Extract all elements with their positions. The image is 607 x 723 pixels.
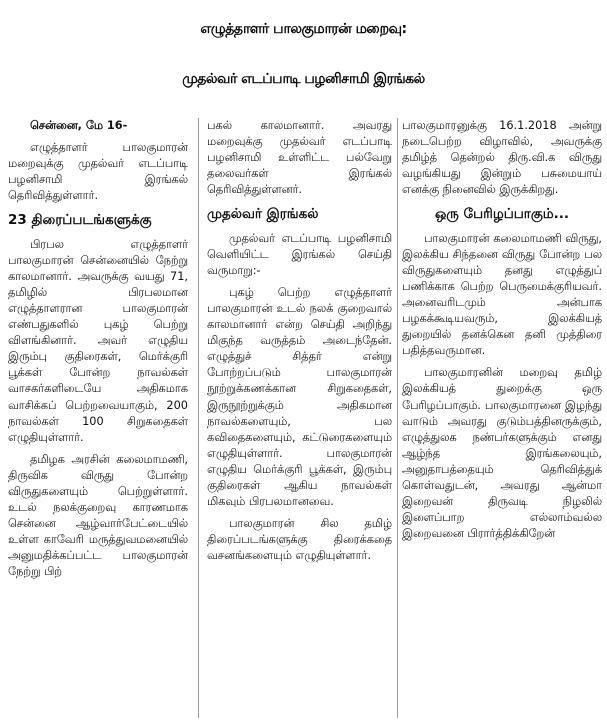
subheading: முதல்வர் இரங்கல் — [207, 206, 319, 223]
article-column-1 — [8, 118, 188, 718]
article-column-2 — [207, 118, 392, 718]
column-divider — [198, 118, 199, 718]
headline-line-1: எழுத்தாளர் பாலகுமாரன் மறைவு: — [200, 21, 407, 37]
paragraph: பாலகுமாரன் சில தமிழ் திரைப்படங்களுக்கு திரைக்கதை வசனங்களையும் எழுதியுள்ளார். — [207, 517, 392, 563]
paragraph: பாலகுமாரனுக்கு 16.1.2018 அன்று நடைபெற்ற விழாவில், அவருக்கு தமிழ்த் தென்றல் திரு.வி.க விருது வழங்கியது இன்றும் பசுமையாய் எனக்கு நினைவில் இருக்கிறது. — [402, 119, 602, 197]
paragraph: புகழ் பெற்ற எழுத்தாளர் பாலகுமாரன் உடல் நலக் குறைவால் காலமானார் என்ற செய்தி அறிந்து மிகுந்த வருத்தம் அடைந்தேன். எழுத்துச் சித்தர் என்று போற்றப்படும் பாலகுமாரன் நூற்றுக்கணக்கான சிறுகதைகள், இருநூற்றுக்கும் அதிகமான நாவல்களையும், பல கவிதைகளையும், கட்டுரைகளையும் எழுதியுள்ளார். பாலகுமாரன் எழுதிய மெர்க்குரி பூக்கள், இரும்பு குதிரைகள் ஆகிய நாவல்கள் மிகவும் பிரபலமானவை. — [207, 285, 392, 509]
headline — [0, 0, 607, 110]
article-column-3 — [402, 118, 602, 718]
subheading: ஒரு பேரிழப்பாகும்... — [434, 206, 570, 223]
paragraph: தமிழக அரசின் கலைமாமணி, திருவிக விருது போன்ற விருதுகளையும் பெற்றுள்ளார். உடல் நலக்குறைவு காரணமாக சென்னை ஆழ்வார்பேட்டையில் உள்ள காவேரி மருத்துவமனையில் அனுமதிக்கப்பட்ட பாலகுமாரன் நேற்று பிற் — [8, 452, 188, 579]
headline-line-2: முதல்வர் எடப்பாடி பழனிசாமி இரங்கல் — [182, 71, 425, 87]
dateline: சென்னை, மே 16- — [30, 119, 128, 132]
subheading: 23 திரைப்படங்களுக்கு — [8, 212, 152, 229]
paragraph: பாலகுமாரனின் மறைவு தமிழ் இலக்கியத் துறைக்கு ஒரு பேரிழப்பாகும். பாலகுமாரனை இழந்து வாடும் அவரது குடும்பத்தினருக்கும், எழுத்துலக நண்பர்களுக்கும் எனது ஆழ்ந்த இரங்கலையும், அனுதாபத்தையும் தெரிவித்துக் கொள்வதுடன், அவரது ஆன்மா இறைவன் திருவடி நிழலில் இளைப்பாற எல்லாம்வல்ல இறைவனை பிரார்த்திக்கிறேன் — [402, 366, 602, 541]
paragraph: பிரபல எழுத்தாளர் பாலகுமாரன் சென்னையில் நேற்று காலமானார். அவருக்கு வயது 71, தமிழில் பிரபலமான எழுத்தாளரான பாலகுமாரன் எண்பதுகளில் புகழ் பெற்று விளங்கினார். அவர் எழுதிய இரும்பு குதிரைகள், மெர்க்குரி பூக்கள் போன்ற நாவல்கள் வாசகர்களிடையே அதிகமாக வாசிக்கப் பெற்றவையாகும், 200 நாவல்கள் 100 சிறுகதைகள் எழுதியுள்ளார். — [8, 237, 188, 444]
paragraph: முதல்வர் எடப்பாடி பழனிசாமி வெளியிட்ட இரங்கல் செய்தி வருமாறு:- — [207, 231, 392, 277]
paragraph: பாலகுமாரன் கலைமாமணி விருது, இலக்கிய சிந்தனை விருது போன்ற பல விருதுகளையும் தனது எழுத்துப் பணிக்காக பெற்ற பெருமைக்குரியவர். அனைவரிடமும் அன்பாக பழகக்கூடியவரும், இலக்கியத் துறையில் தனக்கென தனி முத்திரை பதித்தவருமான. — [402, 231, 602, 358]
paragraph: பகல் காலமானார். அவரது மறைவுக்கு முதல்வர் எடப்பாடி பழனிசாமி உள்ளிட்ட பல்வேறு தலைவர்கள் இரங்கல் தெரிவித்துள்ளனர். — [207, 119, 392, 197]
column-divider — [397, 118, 398, 718]
paragraph: எழுத்தாளர் பாலகுமாரன் மறைவுக்கு முதல்வர் எடப்பாடி பழனிசாமி இரங்கல் தெரிவித்துள்ளார். — [8, 141, 188, 203]
